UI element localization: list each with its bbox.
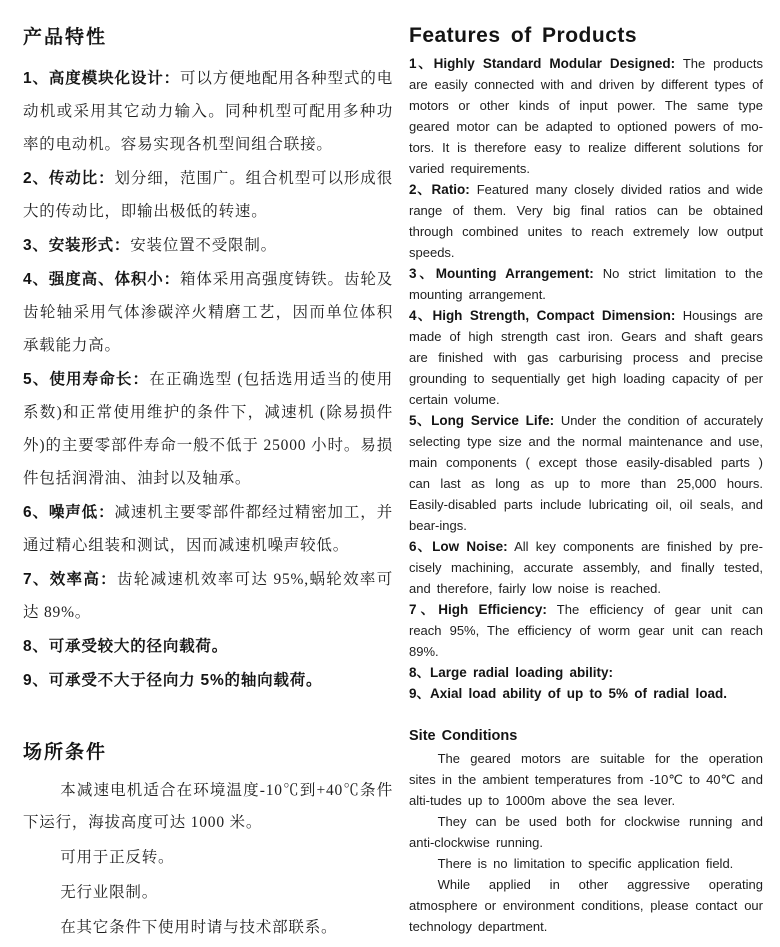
feature-item-en — [409, 683, 763, 704]
feature-item-label-en: 1、Highly Standard Modular Designed: — [409, 56, 676, 71]
product-features-list-zh — [23, 62, 393, 697]
site-paragraph-en: The geared motors are suitable for the operation sites in the ambient temperatures from -10℃ to 40℃ and alti-tudes up to 1000m above the sea lever. — [409, 751, 763, 808]
feature-item-zh — [23, 363, 393, 495]
feature-item-zh — [23, 62, 393, 161]
feature-item-en — [409, 410, 763, 536]
site-conditions-paragraphs-zh — [23, 775, 393, 944]
feature-item-text-zh: 安装位置不受限制。 — [130, 237, 277, 254]
feature-item-text-en: All key components are finished by pre-cisely machining, accurate assembly, and finally tested, and therefore, fairly low noise is reached. — [409, 539, 763, 596]
feature-item-label-zh: 4、强度高、体积小： — [23, 271, 181, 288]
feature-item-label-en: 7、High Efficiency: — [409, 602, 547, 617]
feature-item-text-zh: 划分细，范围广。组合机型可以形成很大的传动比，即输出极低的转速。 — [23, 170, 394, 220]
feature-item-label-en: 8、Large radial loading ability: — [409, 665, 614, 680]
feature-item-label-zh: 6、噪声低： — [23, 504, 115, 521]
chinese-column — [23, 0, 393, 947]
feature-item-label-zh: 9、可承受不大于径向力 5%的轴向载荷。 — [23, 672, 323, 689]
feature-item-label-en: 3、Mounting Arrangement: — [409, 266, 594, 281]
feature-item-label-zh: 7、效率高： — [23, 571, 117, 588]
site-paragraph-zh: 可用于正反转。 — [60, 849, 175, 866]
feature-item-label-en: 6、Low Noise: — [409, 539, 508, 554]
site-conditions-paragraphs-en — [409, 748, 763, 937]
feature-item-zh — [23, 630, 393, 663]
feature-item-text-zh: 在正确选型 (包括选用适当的使用系数)和正常使用维护的条件下，减速机 (除易损件外)的主要零部件寿命一般不低于 25000 小时。易损件包括润滑油、油封以及轴承。 — [23, 371, 393, 487]
feature-item-en — [409, 179, 763, 263]
product-features-title-zh: 产品特性 — [23, 27, 108, 48]
site-paragraph-en: There is no limitation to specific application field. — [437, 856, 734, 871]
feature-item-zh — [23, 162, 393, 228]
feature-item-text-en: The products are easily connected with and driven by different types of motors or other kinds of input power. The same type geared motor can be adapted to optioned powers of mo-tors. It is therefore easy to realize different solutions for varied requirements. — [409, 56, 763, 176]
feature-item-en — [409, 599, 763, 662]
site-paragraph-zh: 在其它条件下使用时请与技术部联系。 — [60, 919, 338, 936]
feature-item-zh — [23, 664, 393, 697]
feature-item-en — [409, 305, 763, 410]
feature-item-zh — [23, 496, 393, 562]
feature-item-text-en: Featured many closely divided ratios and wide range of them. Very big final ratios can be obtained through combined unites to reach extremely low output speeds. — [409, 182, 763, 260]
feature-item-zh — [23, 229, 393, 262]
site-paragraph-en: They can be used both for clockwise running and anti-clockwise running. — [409, 814, 763, 850]
site-paragraph-zh: 本减速电机适合在环境温度-10℃到+40℃条件下运行，海拔高度可达 1000 米。 — [23, 782, 393, 831]
feature-item-label-zh: 3、安装形式： — [23, 237, 131, 254]
feature-item-label-en: 2、Ratio: — [409, 182, 470, 197]
feature-item-text-en: Housings are made of high strength cast iron. Gears and shaft gears are finished with gas carburising process and precise grounding to sequentially get high loading capacity of per certain volume. — [409, 308, 764, 407]
feature-item-text-en: No strict limitation to the mounting arrangement. — [409, 266, 763, 302]
feature-item-label-en: 5、Long Service Life: — [409, 413, 555, 428]
site-conditions-title-zh: 场所条件 — [23, 742, 108, 763]
feature-item-label-zh: 1、高度模块化设计： — [23, 70, 181, 87]
feature-item-label-zh: 2、传动比： — [23, 170, 115, 187]
feature-item-label-en: 9、Axial load ability of up to 5% of radial load. — [409, 686, 728, 701]
feature-item-text-zh: 箱体采用高强度铸铁。齿轮及齿轮轴采用气体渗碳淬火精磨工艺，因而单位体积承载能力高。 — [23, 271, 394, 354]
feature-item-en — [409, 53, 763, 179]
feature-item-en — [409, 263, 763, 305]
feature-item-text-en: The efficiency of gear unit can reach 95%, The efficiency of worm gear unit can reach 89%. — [409, 602, 763, 659]
english-column — [409, 0, 763, 937]
product-features-list-en — [409, 53, 763, 704]
feature-item-label-en: 4、High Strength, Compact Dimension: — [409, 308, 676, 323]
feature-item-text-zh: 齿轮减速机效率可达 95%,蜗轮效率可达 89%。 — [23, 571, 393, 621]
feature-item-label-zh: 8、可承受较大的径向载荷。 — [23, 638, 229, 655]
feature-item-zh — [23, 263, 393, 362]
feature-item-zh — [23, 563, 393, 629]
feature-item-label-zh: 5、使用寿命长： — [23, 371, 150, 388]
site-conditions-title-en: Site Conditions — [409, 728, 518, 744]
feature-item-text-en: Under the condition of accurately selecting type size and the normal maintenance and use, main components ( except those easily-disabled parts ) can last as long as up to more than 25,000 hours. Easily-disabled parts include lubricating oil, oil seals, and bear-ings. — [409, 413, 763, 533]
feature-item-en — [409, 662, 763, 683]
feature-item-text-zh: 可以方便地配用各种型式的电动机或采用其它动力输入。同种机型可配用多种功率的电动机。容易实现各机型间组合联接。 — [23, 70, 394, 153]
feature-item-en — [409, 536, 763, 599]
feature-item-text-zh: 减速机主要零部件都经过精密加工，并通过精心组装和测试，因而减速机噪声较低。 — [23, 504, 394, 554]
product-features-title-en: Features of Products — [409, 24, 638, 47]
site-paragraph-zh: 无行业限制。 — [60, 884, 158, 901]
site-paragraph-en: While applied in other aggressive operating atmosphere or environment conditions, please contact our technology department. — [409, 877, 763, 934]
